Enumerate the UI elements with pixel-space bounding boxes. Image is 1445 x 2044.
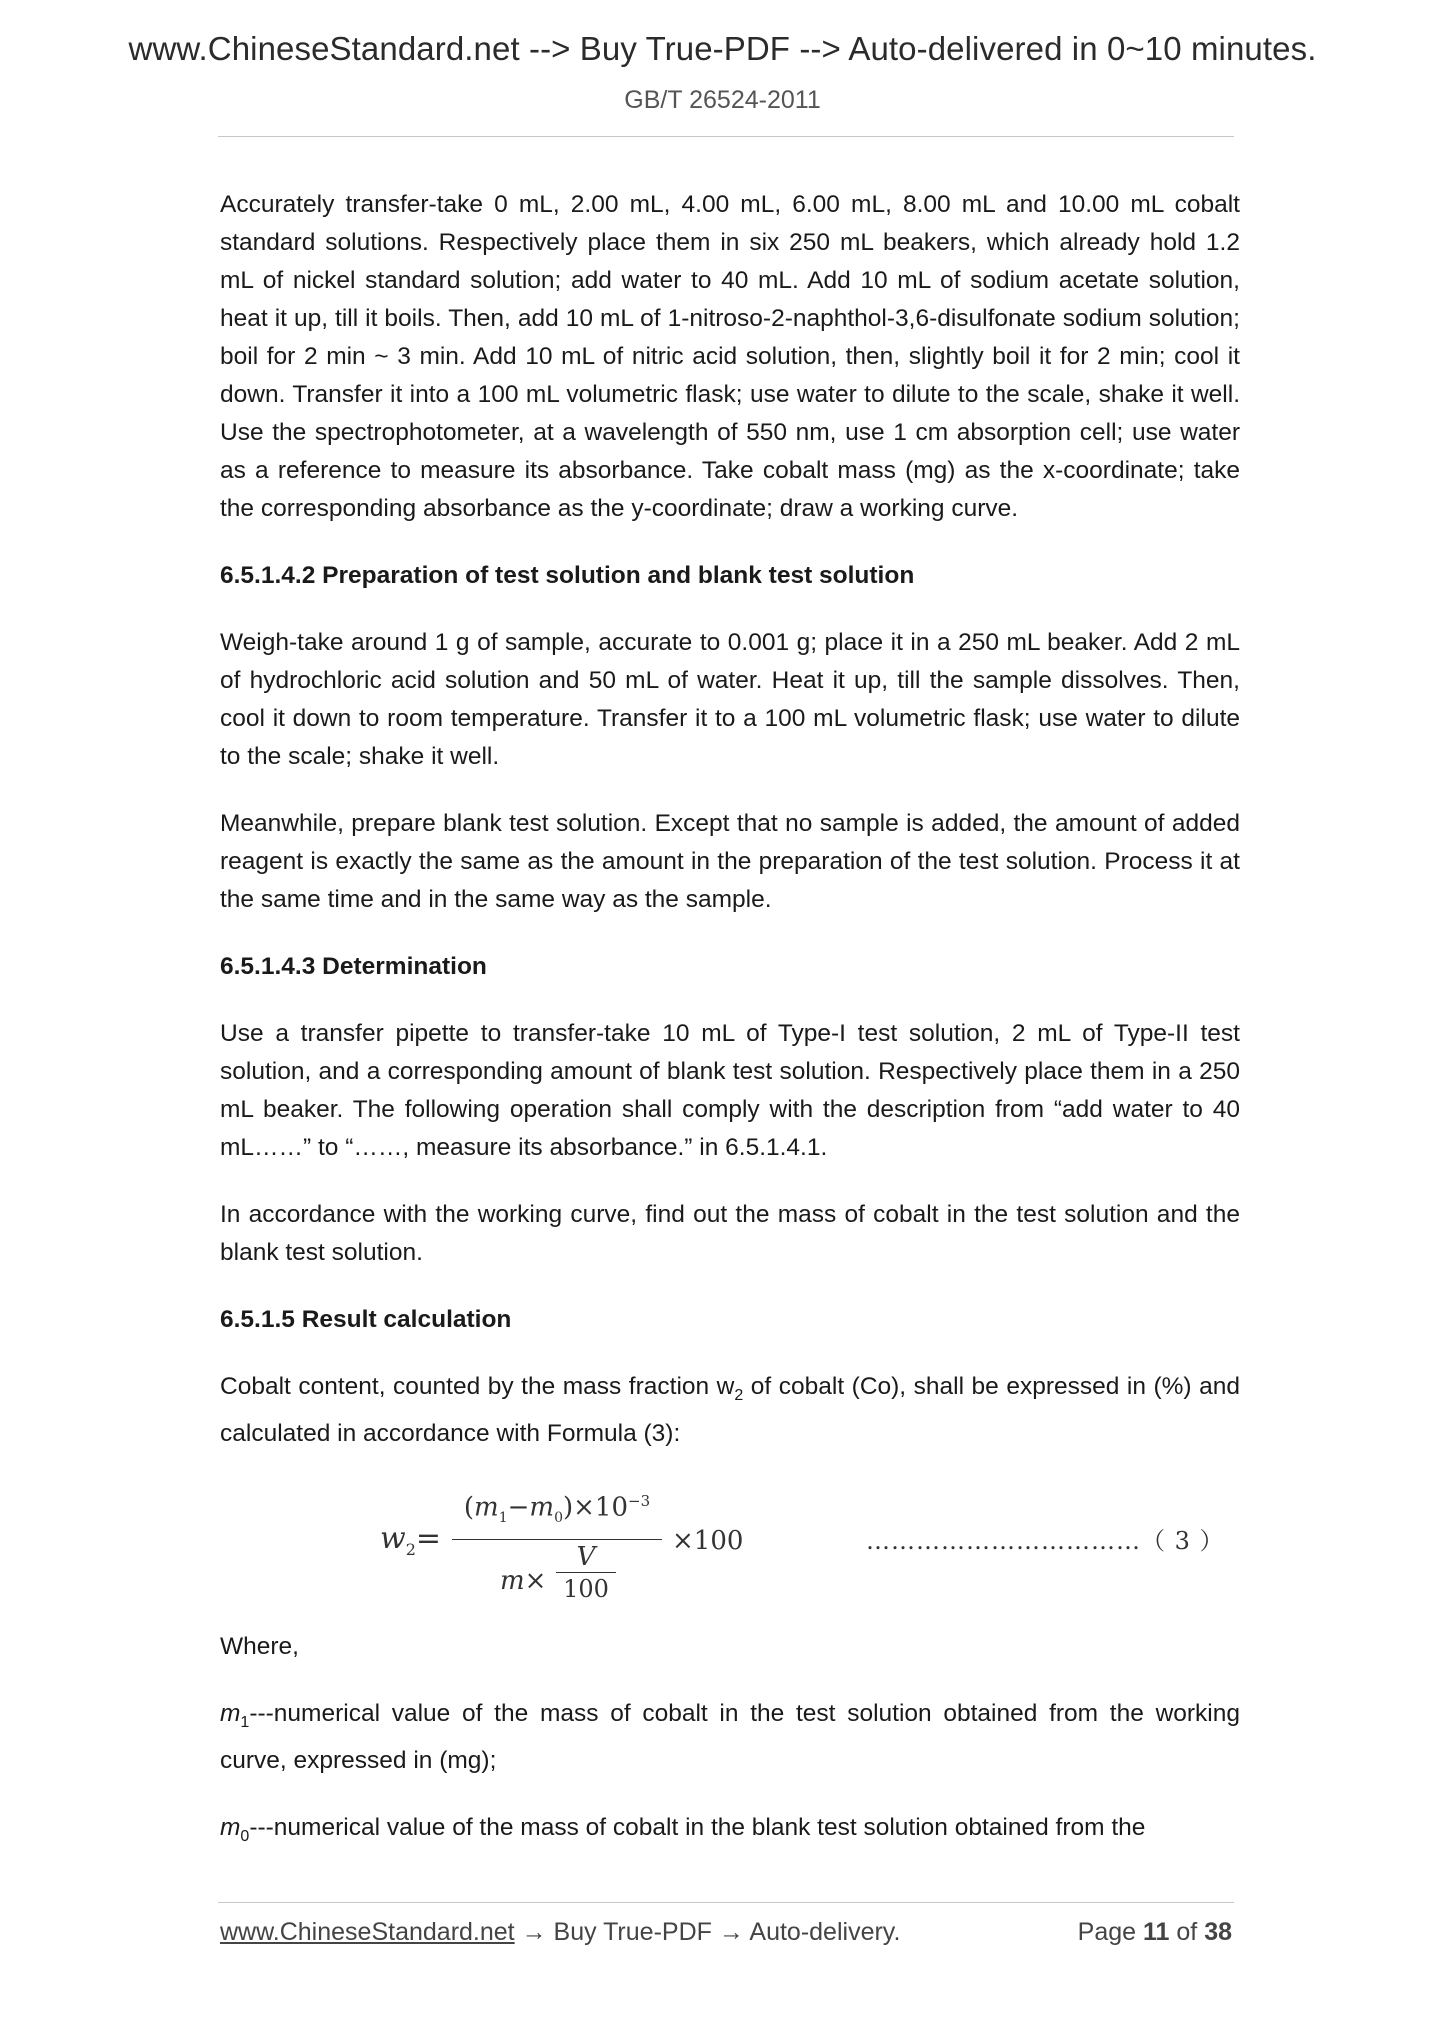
footer-site-link[interactable]: www.ChineseStandard.net	[220, 1918, 515, 1946]
page-indicator: Page 11 of 38	[1077, 1918, 1232, 1946]
top-banner: www.ChineseStandard.net --> Buy True-PDF --> Auto-delivered in 0~10 minutes.	[128, 30, 1317, 67]
header-divider	[218, 136, 1234, 137]
paragraph-working-curve: Accurately transfer-take 0 mL, 2.00 mL, 4.00 mL, 6.00 mL, 8.00 mL and 10.00 mL cobalt standard solutions. Respectively place them in six 250 mL beakers, which already hold 1.2 mL of nickel standard solution; add water to 40 mL. Add 10 mL of sodium acetate solution, heat it up, till it boils. Then, add 10 mL of 1-nitroso-2-naphthol-3,6-disulfonate sodium solution; boil for 2 min ~ 3 min. Add 10 mL of nitric acid solution, then, slightly boil it for 2 min; cool it down. Transfer it into a 100 mL volumetric flask; use water to dilute to the scale, shake it well. Use the spectrophotometer, at a wavelength of 550 nm, use 1 cm absorption cell; use water as a reference to measure its absorbance. Take cobalt mass (mg) as the x-coordinate; take the corresponding absorbance as the y-coordinate; draw a working curve.	[220, 191, 1240, 522]
formula-denominator: m× V 100	[452, 1540, 662, 1604]
formula-number: ……………………………（ 3 ）	[866, 1526, 1225, 1555]
formula-sub-fraction: V 100	[556, 1542, 616, 1605]
footer	[220, 1918, 1232, 1947]
where-label: Where,	[220, 1632, 299, 1660]
section-heading-6-5-1-4-2: 6.5.1.4.2 Preparation of test solution and blank test solution	[220, 562, 915, 589]
paragraph-result-calculation: Cobalt content, counted by the mass fraction $w_2$ of cobalt (Co), shall be expressed in (%) and calculated in accordance with Formula (3):	[220, 1373, 1240, 1447]
footer-divider	[218, 1902, 1234, 1903]
page-total: 38	[1204, 1918, 1232, 1946]
formula-numerator: $(m_1-m_0)\times 10^{-3}$	[452, 1482, 662, 1540]
formula-3	[220, 1482, 1240, 1603]
document-body	[220, 186, 1240, 1885]
section-heading-6-5-1-5: 6.5.1.5 Result calculation	[220, 1306, 512, 1333]
footer-delivery-text: → Buy True-PDF → Auto-delivery.	[514, 1918, 901, 1946]
formula-times-100: ×100	[672, 1525, 744, 1556]
formula-lhs: $w_2=$	[380, 1520, 442, 1559]
paragraph-test-solution: Weigh-take around 1 g of sample, accurate to 0.001 g; place it in a 250 mL beaker. Add 2 mL of hydrochloric acid solution and 50 mL of water. Heat it up, till the sample dissolves. Then, cool it down to room temperature. Transfer it to a 100 mL volumetric flask; use water to dilute to the scale; shake it well.	[220, 629, 1240, 770]
paragraph-working-curve-mass: In accordance with the working curve, find out the mass of cobalt in the test solution and the blank test solution.	[220, 1201, 1240, 1266]
page-number: 11	[1143, 1918, 1170, 1946]
section-heading-6-5-1-4-3: 6.5.1.4.3 Determination	[220, 953, 487, 980]
definition-m0: $m_0--$-numerical value of the mass of cobalt in the blank test solution obtained from the	[220, 1813, 1146, 1845]
standard-number: GB/T 26524-2011	[624, 86, 821, 114]
paragraph-determination: Use a transfer pipette to transfer-take 10 mL of Type-I test solution, 2 mL of Type-II test solution, and a corresponding amount of blank test solution. Respectively place them in a 250 mL beaker. The following operation shall comply with the description from “add water to 40 mL……” to “……, measure its absorbance.” in 6.5.1.4.1.	[220, 1020, 1240, 1161]
formula-fraction	[452, 1482, 662, 1604]
definition-m1: $m_1--$-numerical value of the mass of cobalt in the test solution obtained from the working curve, expressed in (mg);	[220, 1699, 1240, 1774]
paragraph-blank-solution: Meanwhile, prepare blank test solution. Except that no sample is added, the amount of added reagent is exactly the same as the amount in the preparation of the test solution. Process it at the same time and in the same way as the sample.	[220, 810, 1240, 913]
